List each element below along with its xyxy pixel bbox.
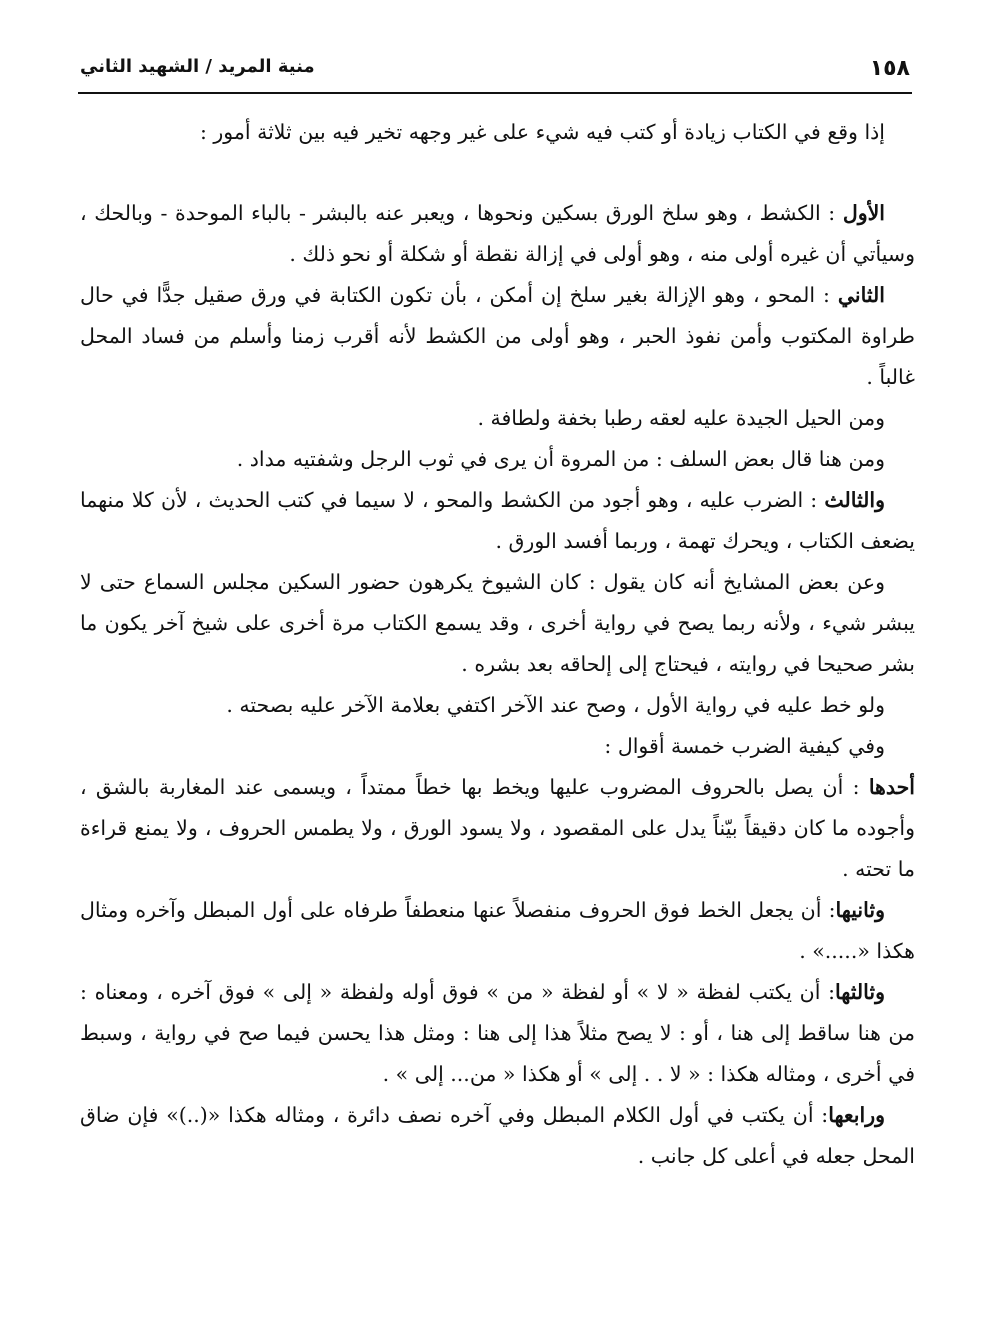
paragraph-opinion-three: [80, 972, 915, 1095]
paragraph-text: وفي كيفية الضرب خمسة أقوال :: [604, 734, 885, 758]
page-header: [80, 48, 910, 94]
paragraph-text: : أن يصل بالحروف المضروب عليها ويخط بها خطاً ممتداً ، ويسمى عند المغاربة بالشق ، وأجوده ما كان دقيقاً بيّناً يدل على المقصود ، ولا يسود الورق ، ولا يطمس الحروف ، ولا يمنع قراءة ما تحته .: [80, 775, 915, 881]
paragraph-second-method: [80, 275, 915, 398]
paragraph-text: ولو خط عليه في رواية الأول ، وصح عند الآخر اكتفي بعلامة الآخر عليه بصحته .: [226, 693, 885, 717]
paragraph-lead: وثانيها: [835, 898, 885, 922]
paragraph: [80, 439, 915, 480]
paragraph-lead: وثالثها: [835, 980, 885, 1004]
paragraph-text: إذا وقع في الكتاب زيادة أو كتب فيه شيء على غير وجهه تخير فيه بين ثلاثة أمور :: [199, 120, 885, 144]
paragraph-text: : المحو ، وهو الإزالة بغير سلخ إن أمكن ، بأن تكون الكتابة في ورق صقيل جدًّا في حال طراوة المكتوب وأمن نفوذ الحبر ، وهو أولى من الكشط لأنه أقرب زمنا وأسلم من فساد المحل غالباً .: [80, 283, 915, 389]
paragraph-text: : أن يجعل الخط فوق الحروف منفصلاً عنها منعطفاً طرفاه على أول المبطل وآخره ومثال هكذا «.....» .: [80, 898, 915, 963]
paragraph-text: ومن الحيل الجيدة عليه لعقه رطبا بخفة ولطافة .: [477, 406, 885, 430]
page-number: ١٥٨: [869, 56, 910, 81]
paragraph-text: : أن يكتب في أول الكلام المبطل وفي آخره نصف دائرة ، ومثاله هكذا «(..)» فإن ضاق المحل جعله في أعلى كل جانب .: [80, 1103, 915, 1168]
paragraph-text: : أن يكتب لفظة « لا » أو لفظة « من » فوق أوله ولفظة « إلى » فوق آخره ، ومعناه : من هنا ساقط إلى هنا ، أو : لا يصح مثلاً هذا إلى هنا : ومثل هذا يحسن فيما صح في رواية ، وسبط في أخرى ، ومثاله هكذا : « لا . . إلى » أو هكذا « من... إلى » .: [80, 980, 915, 1086]
paragraph-lead: الثاني: [837, 283, 885, 307]
paragraph-opinion-one: [80, 767, 915, 890]
paragraph-text: ومن هنا قال بعض السلف : من المروة أن يرى في ثوب الرجل وشفتيه مداد .: [236, 447, 885, 471]
running-title: منية المريد / الشهيد الثاني: [80, 56, 315, 77]
paragraph-first-method: [80, 193, 915, 275]
paragraph-text: : الضرب عليه ، وهو أجود من الكشط والمحو ، لا سيما في كتب الحديث ، لأن كلا منهما يضعف الكتاب ، ويحرك تهمة ، وربما أفسد الورق .: [80, 488, 915, 553]
paragraph: [80, 685, 915, 726]
paragraph: [80, 562, 915, 685]
paragraph-lead: أحدها: [868, 775, 915, 799]
paragraph-text: : الكشط ، وهو سلخ الورق بسكين ونحوها ، ويعبر عنه بالبشر - بالباء الموحدة - وبالحك ، وسيأتي أن غيره أولى منه ، وهو أولى في إزالة نقطة أو شكلة أو نحو ذلك .: [80, 201, 915, 266]
paragraph-lead: الأول: [842, 201, 885, 225]
paragraph: [80, 398, 915, 439]
paragraph-third-method: [80, 480, 915, 562]
paragraph-lead: ورابعها: [828, 1103, 885, 1127]
paragraph-intro: [80, 112, 915, 153]
paragraph-opinion-two: [80, 890, 915, 972]
paragraph: [80, 726, 915, 767]
paragraph-text: وعن بعض المشايخ أنه كان يقول : كان الشيوخ يكرهون حضور السكين مجلس السماع حتى لا يبشر شيء ، ولأنه ربما يصح في رواية أخرى ، وقد يسمع الكتاب مرة أخرى على شيخ آخر يكون ما بشر صحيحا في روايته ، فيحتاج إلى إلحاقه بعد بشره .: [80, 570, 915, 676]
paragraph-opinion-four: [80, 1095, 915, 1177]
body-text: [80, 112, 915, 1177]
header-divider: [78, 92, 912, 94]
paragraph-lead: والثالث: [824, 488, 885, 512]
